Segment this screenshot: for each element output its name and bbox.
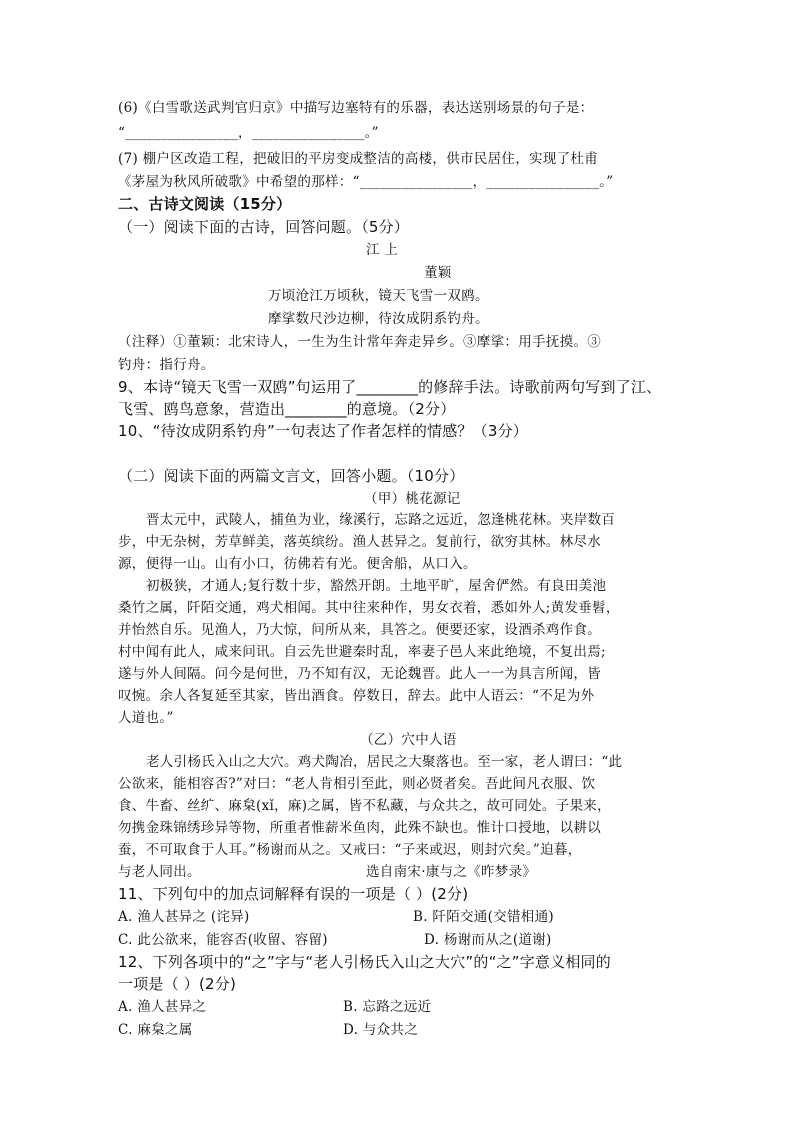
poem-line2: 摩挲数尺沙边柳，待汝成阴系钓舟。	[268, 311, 489, 327]
q10-line1: 10、“待汝成阴系钓舟”一句表达了作者怎样的情感？（3分）	[118, 422, 528, 440]
textA-title: （甲）桃花源记	[364, 491, 461, 507]
part2-instruction: （二）阅读下面的两篇文言文，回答小题。（10分）	[118, 467, 465, 485]
textB-line: 勿携金珠锦绣珍异等物，所重者惟薪米鱼肉，此殊不缺也。惟计口授地，以耕以	[118, 820, 601, 836]
q6-line2: “________________，________________。”	[118, 125, 379, 141]
textA-line: 村中闻有此人，咸来问讯。自云先世避秦时乱，率妻子邑人来此绝境，不复出焉;	[118, 644, 606, 660]
q6-line1: (6)《白雪歌送武判官归京》中描写边塞特有的乐器，表达送别场景的句子是：	[118, 100, 594, 116]
textB-source: 选自南宋·康与之《昨梦录》	[366, 864, 537, 880]
textA-line: 源，便得一山。山有小口，彷佛若有光。便舍船，从口入。	[118, 556, 477, 572]
textA-line: 叹惋。余人各复延至其家，皆出酒食。停数日，辞去。此中人语云：“不足为外	[118, 688, 595, 704]
q12-option-d: D. 与众共之	[343, 1022, 419, 1038]
q11-option-d: D. 杨谢而从之(道谢)	[424, 932, 552, 948]
q11-option-b: B. 阡陌交通(交错相通)	[413, 909, 554, 925]
poem-title: 江 上	[366, 242, 399, 258]
textB-last-line: 与老人同出。	[118, 864, 201, 880]
q11-option-c: C. 此公欲来，能容否(收留、容留)	[118, 932, 328, 948]
textB-line: 老人引杨氏入山之大穴。鸡犬陶冶，居民之大聚落也。至一家，老人谓曰：“此	[146, 754, 623, 770]
q7-line1: (7) 棚户区改造工程，把破旧的平房变成整洁的高楼，供市民居住，实现了杜甫	[118, 151, 599, 167]
textB-line: 公欲来，能相容否?”对曰：“老人肯相引至此，则必贤者矣。吾此间凡衣服、饮	[118, 776, 596, 792]
section2-title: 二、古诗文阅读（15分）	[118, 195, 292, 213]
textB-line: 食、牛畜、丝纩、麻枲(xǐ，麻)之属，皆不私藏，与众共之，故可同处。子果来，	[118, 798, 611, 814]
poem-note1: （注释）①董颖：北宋诗人，一生为生计常年奔走异乡。③摩挲：用手抚摸。③	[118, 334, 601, 350]
textB-line: 蚕，不可取食于人耳。”杨谢而从之。又戒曰：“子来或迟，则封穴矣。”迫暮，	[118, 842, 582, 858]
q9-line1: 9、本诗“镜天飞雪一双鸥”句运用了________的修辞手法。诗歌前两句写到了江、	[118, 378, 662, 396]
textA-line: 遂与外人间隔。问今是何世，乃不知有汉，无论魏晋。此人一一为具言所闻，皆	[118, 666, 601, 682]
q12-option-c: C. 麻枲之属	[118, 1022, 193, 1038]
poem-author: 董颖	[424, 265, 452, 281]
q12-line1: 12、下列各项中的“之”字与“老人引杨氏入山之大穴”的“之”字意义相同的	[118, 953, 611, 971]
q9-line2: 飞雪、鸥鸟意象，营造出________的意境。（2分）	[118, 400, 456, 418]
q11-stem: 11、下列句中的加点词解释有误的一项是（ ）(2分)	[118, 885, 469, 903]
poem-line1: 万顷沧江万顷秋，镜天飞雪一双鸥。	[268, 288, 489, 304]
textA-line: 桑竹之属，阡陌交通，鸡犬相闻。其中往来种作，男女衣着，悉如外人;黄发垂髫，	[118, 600, 620, 616]
poem-note2: 钓舟：指行舟。	[118, 357, 215, 373]
textA-line: 步，中无杂树，芳草鲜美，落英缤纷。渔人甚异之。复前行，欲穷其林。林尽水	[118, 534, 601, 550]
q7-line2: 《茅屋为秋风所破歌》中希望的那样：“________________，________________。”	[118, 174, 614, 190]
q12-line2: 一项是（ ）(2分)	[118, 975, 237, 993]
textA-line: 初极狭，才通人;复行数十步，豁然开朗。土地平旷，屋舍俨然。有良田美池	[146, 578, 607, 594]
textA-line: 并怡然自乐。见渔人，乃大惊，问所从来，具答之。便要还家，设酒杀鸡作食。	[118, 622, 601, 638]
q12-option-b: B. 忘路之远近	[343, 999, 432, 1015]
part1-instruction: （一）阅读下面的古诗，回答问题。（5分）	[118, 218, 410, 236]
textA-line: 晋太元中，武陵人，捕鱼为业，缘溪行，忘路之远近，忽逢桃花林。夹岸数百	[146, 512, 616, 528]
textB-title: （乙）穴中人语	[360, 732, 457, 748]
q11-option-a: A. 渔人甚异之 (诧异)	[118, 909, 250, 925]
textA-line: 人道也。”	[118, 710, 174, 726]
q12-option-a: A. 渔人甚异之	[118, 999, 207, 1015]
